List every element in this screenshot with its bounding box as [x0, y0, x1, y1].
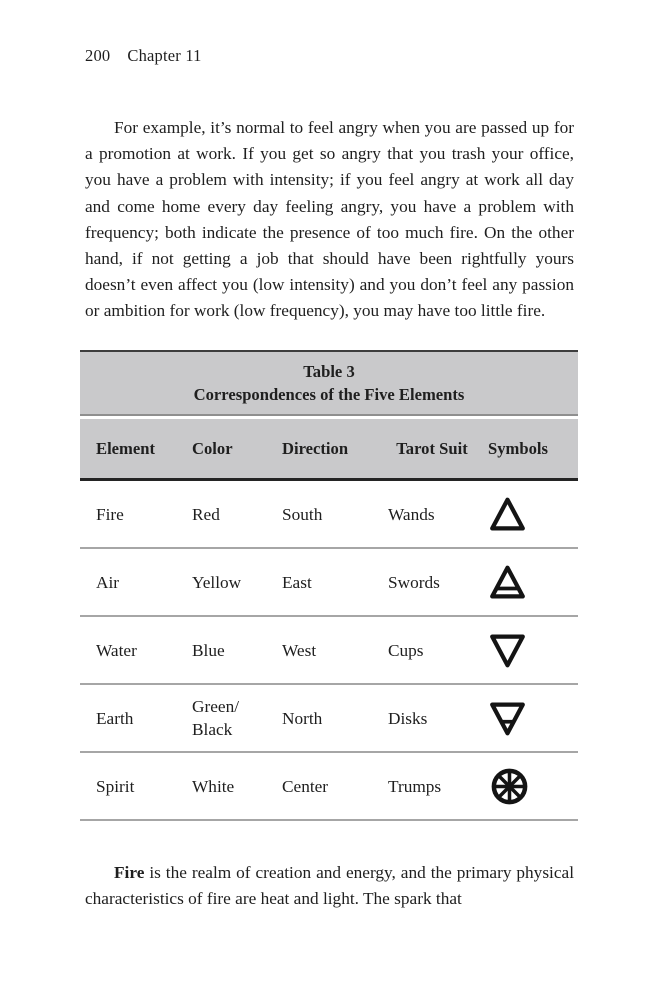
cell-element: Fire [96, 504, 124, 524]
air-symbol-icon [476, 564, 578, 601]
column-header-symbols: Symbols [488, 439, 548, 458]
paragraph-fire [85, 860, 574, 912]
cell-tarot-suit: Swords [388, 572, 440, 592]
page-number: 200 [85, 46, 111, 65]
cell-element: Air [96, 572, 120, 592]
cell-element: Spirit [96, 776, 135, 796]
table-title-line2: Correspondences of the Five Elements [193, 385, 465, 404]
table-row-water [80, 617, 578, 685]
table-title-line1: Table 3 [303, 362, 355, 381]
earth-symbol-icon [476, 700, 578, 737]
cell-element: Water [96, 640, 137, 660]
fire-symbol-icon [476, 496, 578, 533]
paragraph-fire-lead: Fire [114, 863, 145, 883]
paragraph-fire-rest: is the realm of creation and energy, and the primary physical characteristics of fire are heat and light. The spark that [85, 863, 574, 909]
table-header-row [80, 419, 578, 481]
cell-tarot-suit: Cups [388, 640, 424, 660]
cell-tarot-suit: Disks [388, 708, 428, 728]
spirit-symbol-icon [476, 766, 578, 807]
cell-direction: West [282, 640, 317, 660]
column-header-direction: Direction [282, 439, 349, 458]
cell-direction: North [282, 708, 323, 728]
table-row-fire [80, 481, 578, 549]
cell-color: White [192, 776, 235, 796]
cell-tarot-suit: Wands [388, 504, 435, 524]
table-row-air [80, 549, 578, 617]
column-header-element: Element [96, 439, 155, 458]
running-head [85, 46, 202, 66]
cell-color: Green/ Black [192, 697, 240, 739]
cell-color: Yellow [192, 572, 242, 592]
water-symbol-icon [476, 632, 578, 669]
cell-element: Earth [96, 708, 134, 728]
paragraph-intro: For example, it’s normal to feel angry when you are passed up for a promotion at work. If you get so angry that you trash your office, you have a problem with intensity; if you feel angry at work all day and come home every day feeling angry, you have a problem with frequency; both indicate the presence of too much fire. On the other hand, if not getting a job that should have been rightfully yours doesn’t even affect you (low intensity) and you don’t feel any passion or ambition for work (low frequency), you may have too little fire. [85, 118, 574, 320]
column-header-tarot-suit: Tarot Suit [396, 439, 468, 458]
correspondences-table [80, 350, 578, 821]
cell-color: Blue [192, 640, 225, 660]
table-row-earth [80, 685, 578, 753]
cell-direction: Center [282, 776, 329, 796]
column-header-color: Color [192, 439, 233, 458]
cell-color: Red [192, 504, 220, 524]
table-row-spirit [80, 753, 578, 821]
cell-direction: East [282, 572, 312, 592]
table-title [80, 350, 578, 414]
cell-direction: South [282, 504, 323, 524]
cell-tarot-suit: Trumps [388, 776, 442, 796]
chapter-title: Chapter 11 [127, 46, 202, 65]
